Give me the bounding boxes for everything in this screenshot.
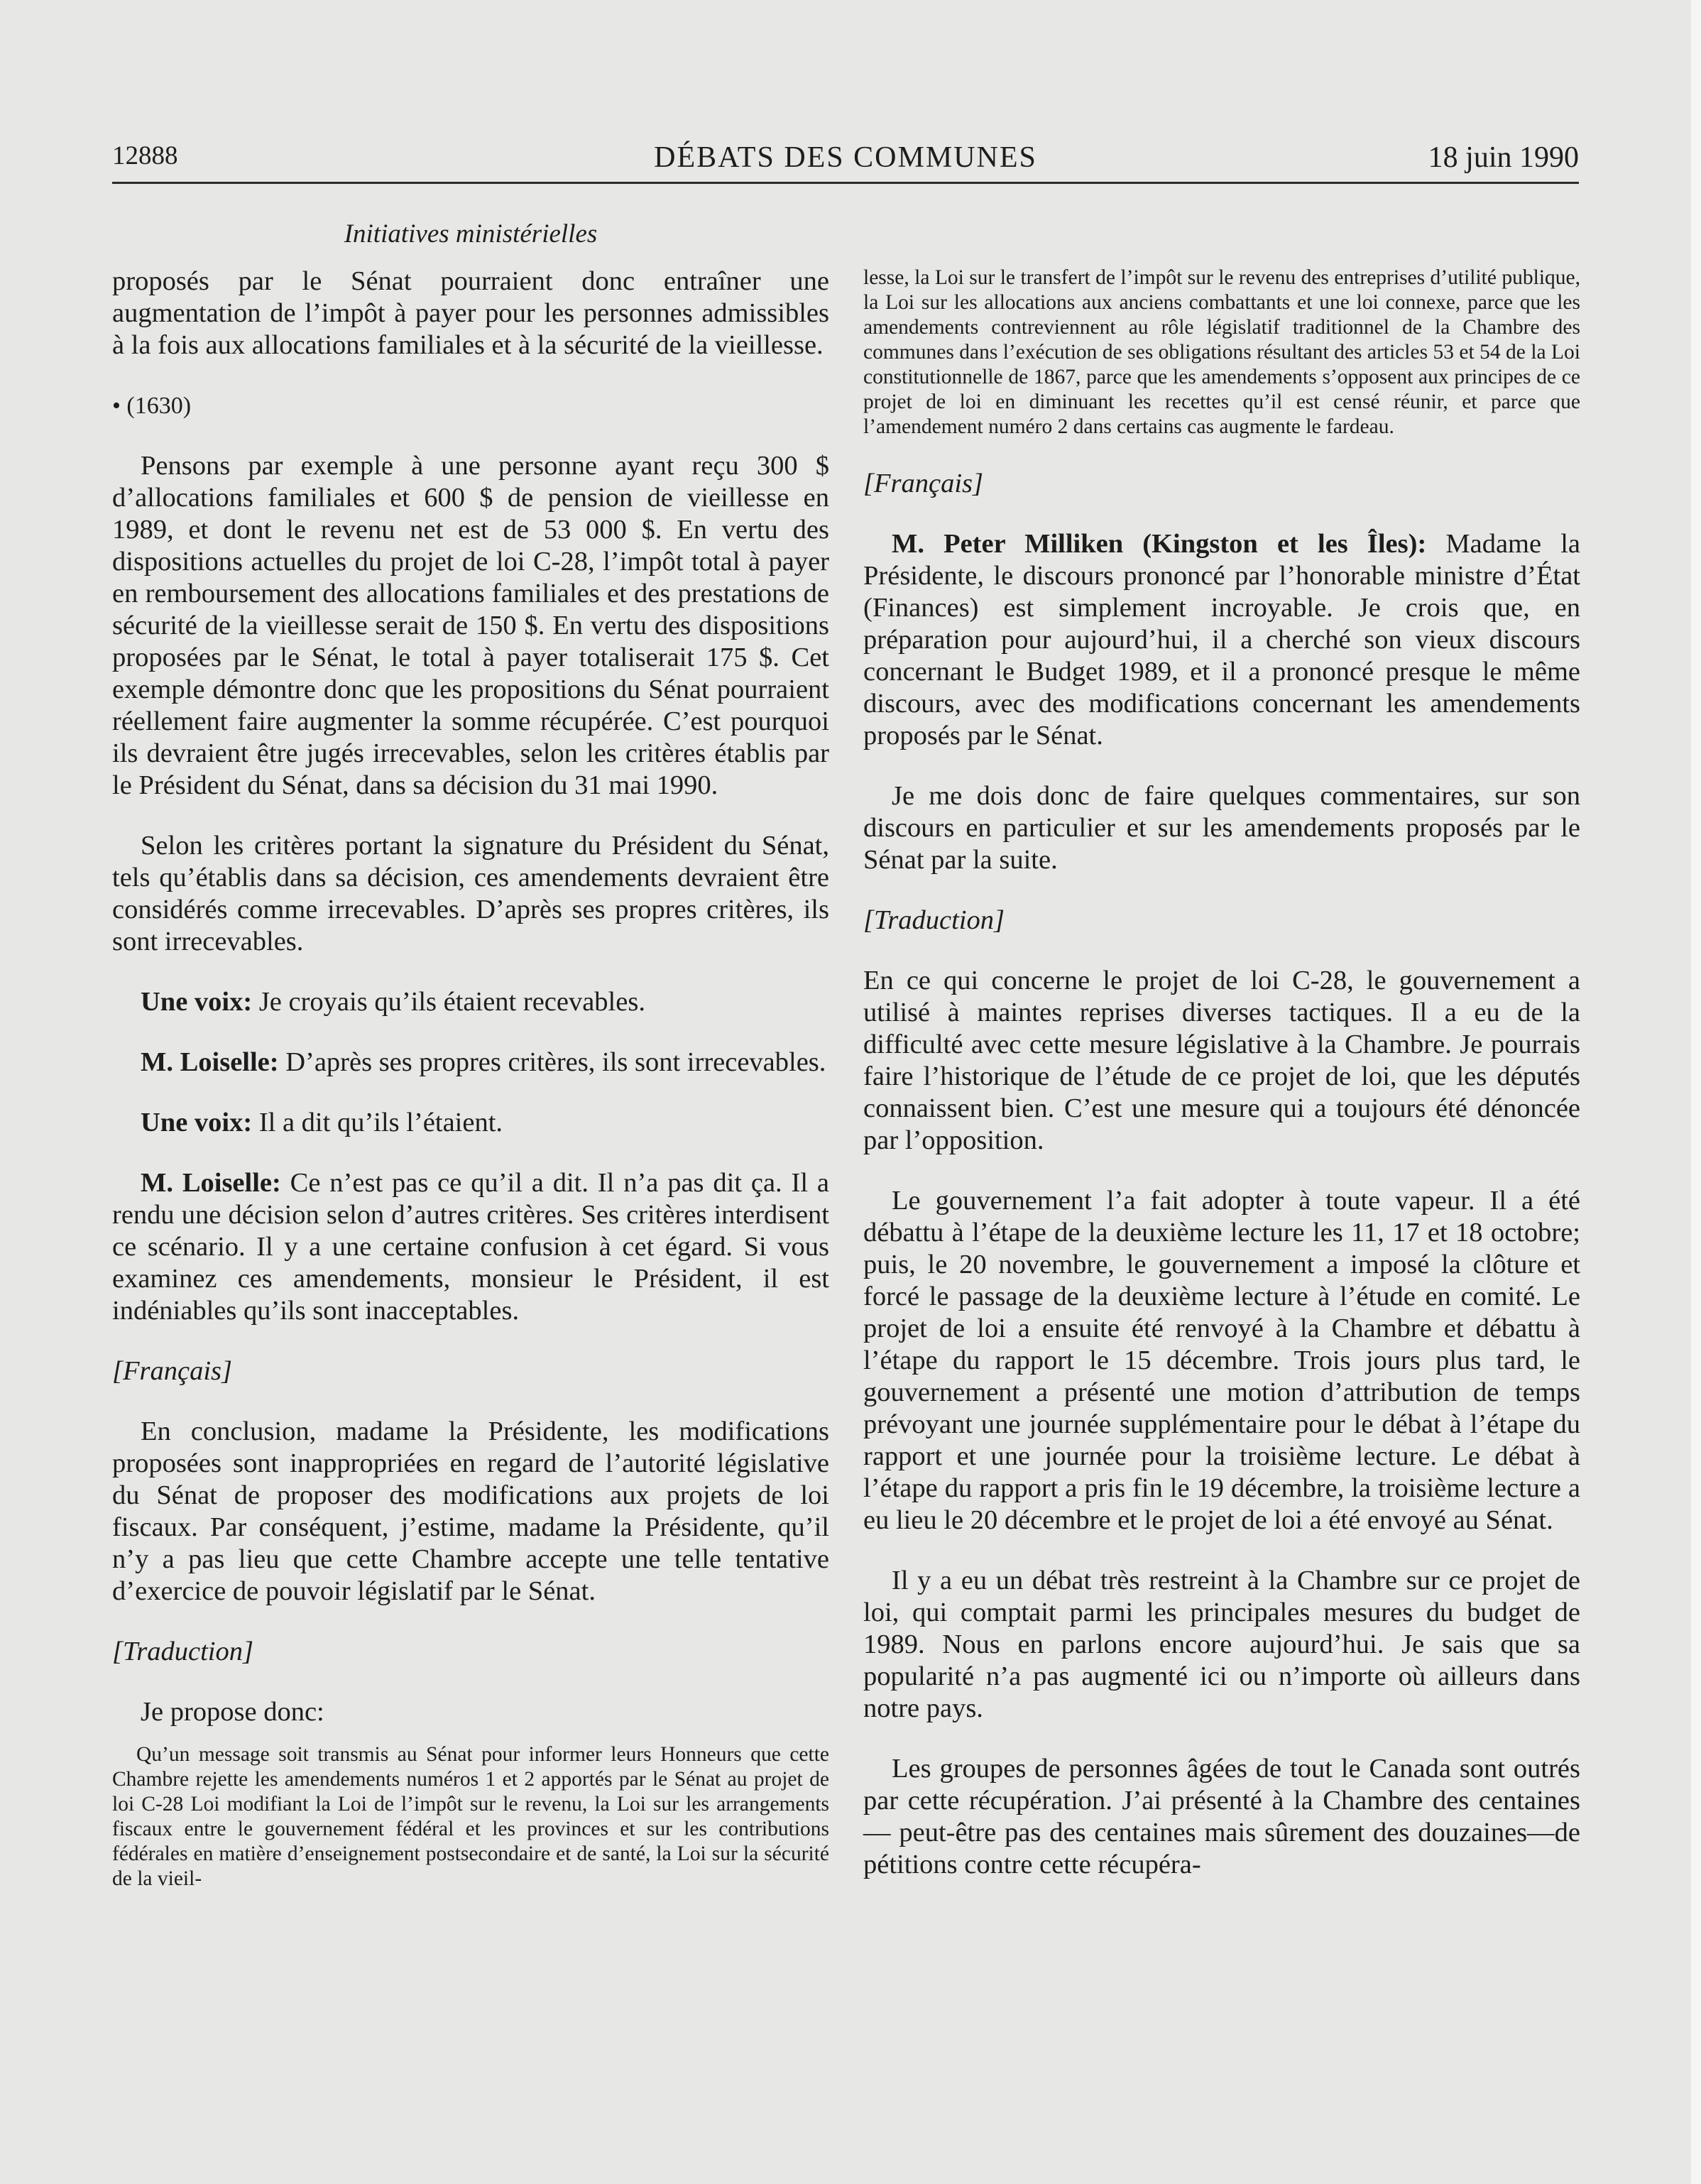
speaker-name: M. Loiselle:: [141, 1047, 279, 1077]
page-edge: [1691, 0, 1701, 2184]
speech: [863, 528, 1580, 752]
speech-text: Madame la Présidente, le discours prononcé par l’honorable ministre d’État (Finances) est simplement incroyable. Je crois que, en préparation pour aujourd’hui, il a cherché son vieux discours concernant le Budget 1989, et il a prononcé presque le même discours, avec des modifications concernant les amendements proposés par le Sénat.: [863, 529, 1580, 750]
paragraph: Les groupes de personnes âgées de tout le Canada sont outrés par cette récupération. J’ai présenté à la Chambre des centaines— peut-être pas des centaines mais sûrement des douzaines—de pétitions contre cette récupéra-: [863, 1754, 1580, 1879]
speaker-name: M. Peter Milliken (Kingston et les Îles):: [892, 529, 1427, 559]
speech-interjection: [112, 1167, 829, 1327]
left-column: [112, 266, 829, 1891]
language-marker: [Français]: [863, 469, 983, 498]
speech-interjection: [112, 1107, 829, 1139]
speaker-name: Une voix:: [141, 1108, 253, 1137]
section-title: Initiatives ministérielles: [344, 219, 598, 249]
speech-text: Je croyais qu’ils étaient recevables.: [252, 987, 645, 1017]
paragraph: proposés par le Sénat pourraient donc entraîner une augmentation de l’impôt à payer pour les personnes admissibles à la fois aux allocations familiales et à la sécurité de la vieillesse.: [112, 266, 829, 360]
speech-interjection: [112, 986, 829, 1018]
timestamp: • (1630): [112, 393, 192, 419]
right-column: [863, 266, 1580, 1881]
speaker-name: Une voix:: [141, 987, 253, 1017]
header-rule: [112, 182, 1579, 184]
publication-title: DÉBATS DES COMMUNES: [654, 141, 1037, 174]
speech-text: D’après ses propres critères, ils sont irrecevables.: [278, 1047, 826, 1077]
motion-text: Qu’un message soit transmis au Sénat pour informer leurs Honneurs que cette Chambre rejette les amendements numéros 1 et 2 apportés par le Sénat au projet de loi C-28 Loi modifiant la Loi de l’impôt sur le revenu, la Loi sur les arrangements fiscaux entre le gouvernement fédéral et les provinces et sur les contributions fédérales en matière d’enseignement postsecondaire et de santé, la Loi sur la sécurité de la vieil-: [112, 1743, 829, 1890]
speech-interjection: [112, 1047, 829, 1079]
issue-date: 18 juin 1990: [1428, 141, 1579, 174]
paragraph: Il y a eu un débat très restreint à la Chambre sur ce projet de loi, qui comptait parmi les principales mesures du budget de 1989. Nous en parlons encore aujourd’hui. Je sais que sa popularité n’a pas augmenté ici ou n’importe où ailleurs dans notre pays.: [863, 1566, 1580, 1723]
paragraph: Je propose donc:: [141, 1697, 324, 1727]
page-header: [112, 141, 1579, 180]
page-number: 12888: [112, 141, 178, 170]
paragraph: En conclusion, madame la Présidente, les modifications proposées sont inappropriées en regard de l’autorité législative du Sénat de proposer des modifications aux projets de loi fiscaux. Par conséquent, j’estime, madame la Présidente, qu’il n’y a pas lieu que cette Chambre accepte une telle tentative d’exercice de pouvoir législatif par le Sénat.: [112, 1416, 829, 1606]
paragraph: Pensons par exemple à une personne ayant reçu 300 $ d’allocations familiales et 600 $ de pension de vieillesse en 1989, et dont le revenu net est de 53 000 $. En vertu des dispositions actuelles du projet de loi C-28, l’impôt total à payer en remboursement des allocations familiales et des prestations de sécurité de la vieillesse serait de 150 $. En vertu des dispositions proposées par le Sénat, le total à payer totaliserait 175 $. Cet exemple démontre donc que les propositions du Sénat pourraient réellement faire augmenter la somme récupérée. C’est pourquoi ils devraient être jugés irrecevables, selon les critères établis par le Président du Sénat, dans sa décision du 31 mai 1990.: [112, 451, 829, 800]
language-marker: [Traduction]: [863, 905, 1005, 935]
paragraph: En ce qui concerne le projet de loi C-28, le gouvernement a utilisé à maintes reprises diverses tactiques. Il a eu de la difficulté avec cette mesure législative à la Chambre. Je pourrais faire l’historique de l’étude de ce projet de loi, que les députés connaissent bien. C’est une mesure qui a toujours été dénoncée par l’opposition.: [863, 966, 1580, 1155]
motion-text-continued: lesse, la Loi sur le transfert de l’impôt sur le revenu des entreprises d’utilité publique, la Loi sur les allocations aux anciens combattants et une loi connexe, parce que les amendements contreviennent au rôle législatif traditionnel de la Chambre des communes dans l’exécution de ses obligations résultant des articles 53 et 54 de la Loi constitutionnelle de 1867, parce que les amendements s’opposent aux principes de ce projet de loi en diminuant les recettes qu’il est censé réunir, et parce que l’amendement numéro 2 dans certains cas augmente le fardeau.: [863, 266, 1580, 438]
language-marker: [Français]: [112, 1356, 232, 1386]
paragraph: Le gouvernement l’a fait adopter à toute vapeur. Il a été débattu à l’étape de la deuxième lecture les 11, 17 et 18 octobre; puis, le 20 novembre, le gouvernement a imposé la clôture et forcé le passage de la deuxième lecture à l’étude en comité. Le projet de loi a ensuite été renvoyé à la Chambre et débattu à l’étape du rapport le 15 décembre. Trois jours plus tard, le gouvernement a présenté une motion d’attribution de temps prévoyant une journée supplémentaire pour le débat à l’étape du rapport et une journée pour la troisième lecture. Le débat à l’étape du rapport a pris fin le 19 décembre, la troisième lecture a eu lieu le 20 décembre et le projet de loi a été envoyé au Sénat.: [863, 1186, 1580, 1535]
paragraph: Je me dois donc de faire quelques commentaires, sur son discours en particulier et sur les amendements proposés par le Sénat par la suite.: [863, 781, 1580, 875]
language-marker: [Traduction]: [112, 1637, 253, 1666]
paragraph: Selon les critères portant la signature du Président du Sénat, tels qu’établis dans sa décision, ces amendements devraient être considérés comme irrecevables. D’après ses propres critères, ils sont irrecevables.: [112, 831, 829, 956]
speech-text: Ce n’est pas ce qu’il a dit. Il n’a pas dit ça. Il a rendu une décision selon d’autres critères. Ses critères interdisent ce scénario. Il y a une certaine confusion à cet égard. Si vous examinez ces amendements, monsieur le Président, il est indéniables qu’ils sont inacceptables.: [112, 1168, 829, 1326]
speaker-name: M. Loiselle:: [141, 1168, 281, 1198]
speech-text: Il a dit qu’ils l’étaient.: [252, 1108, 503, 1137]
